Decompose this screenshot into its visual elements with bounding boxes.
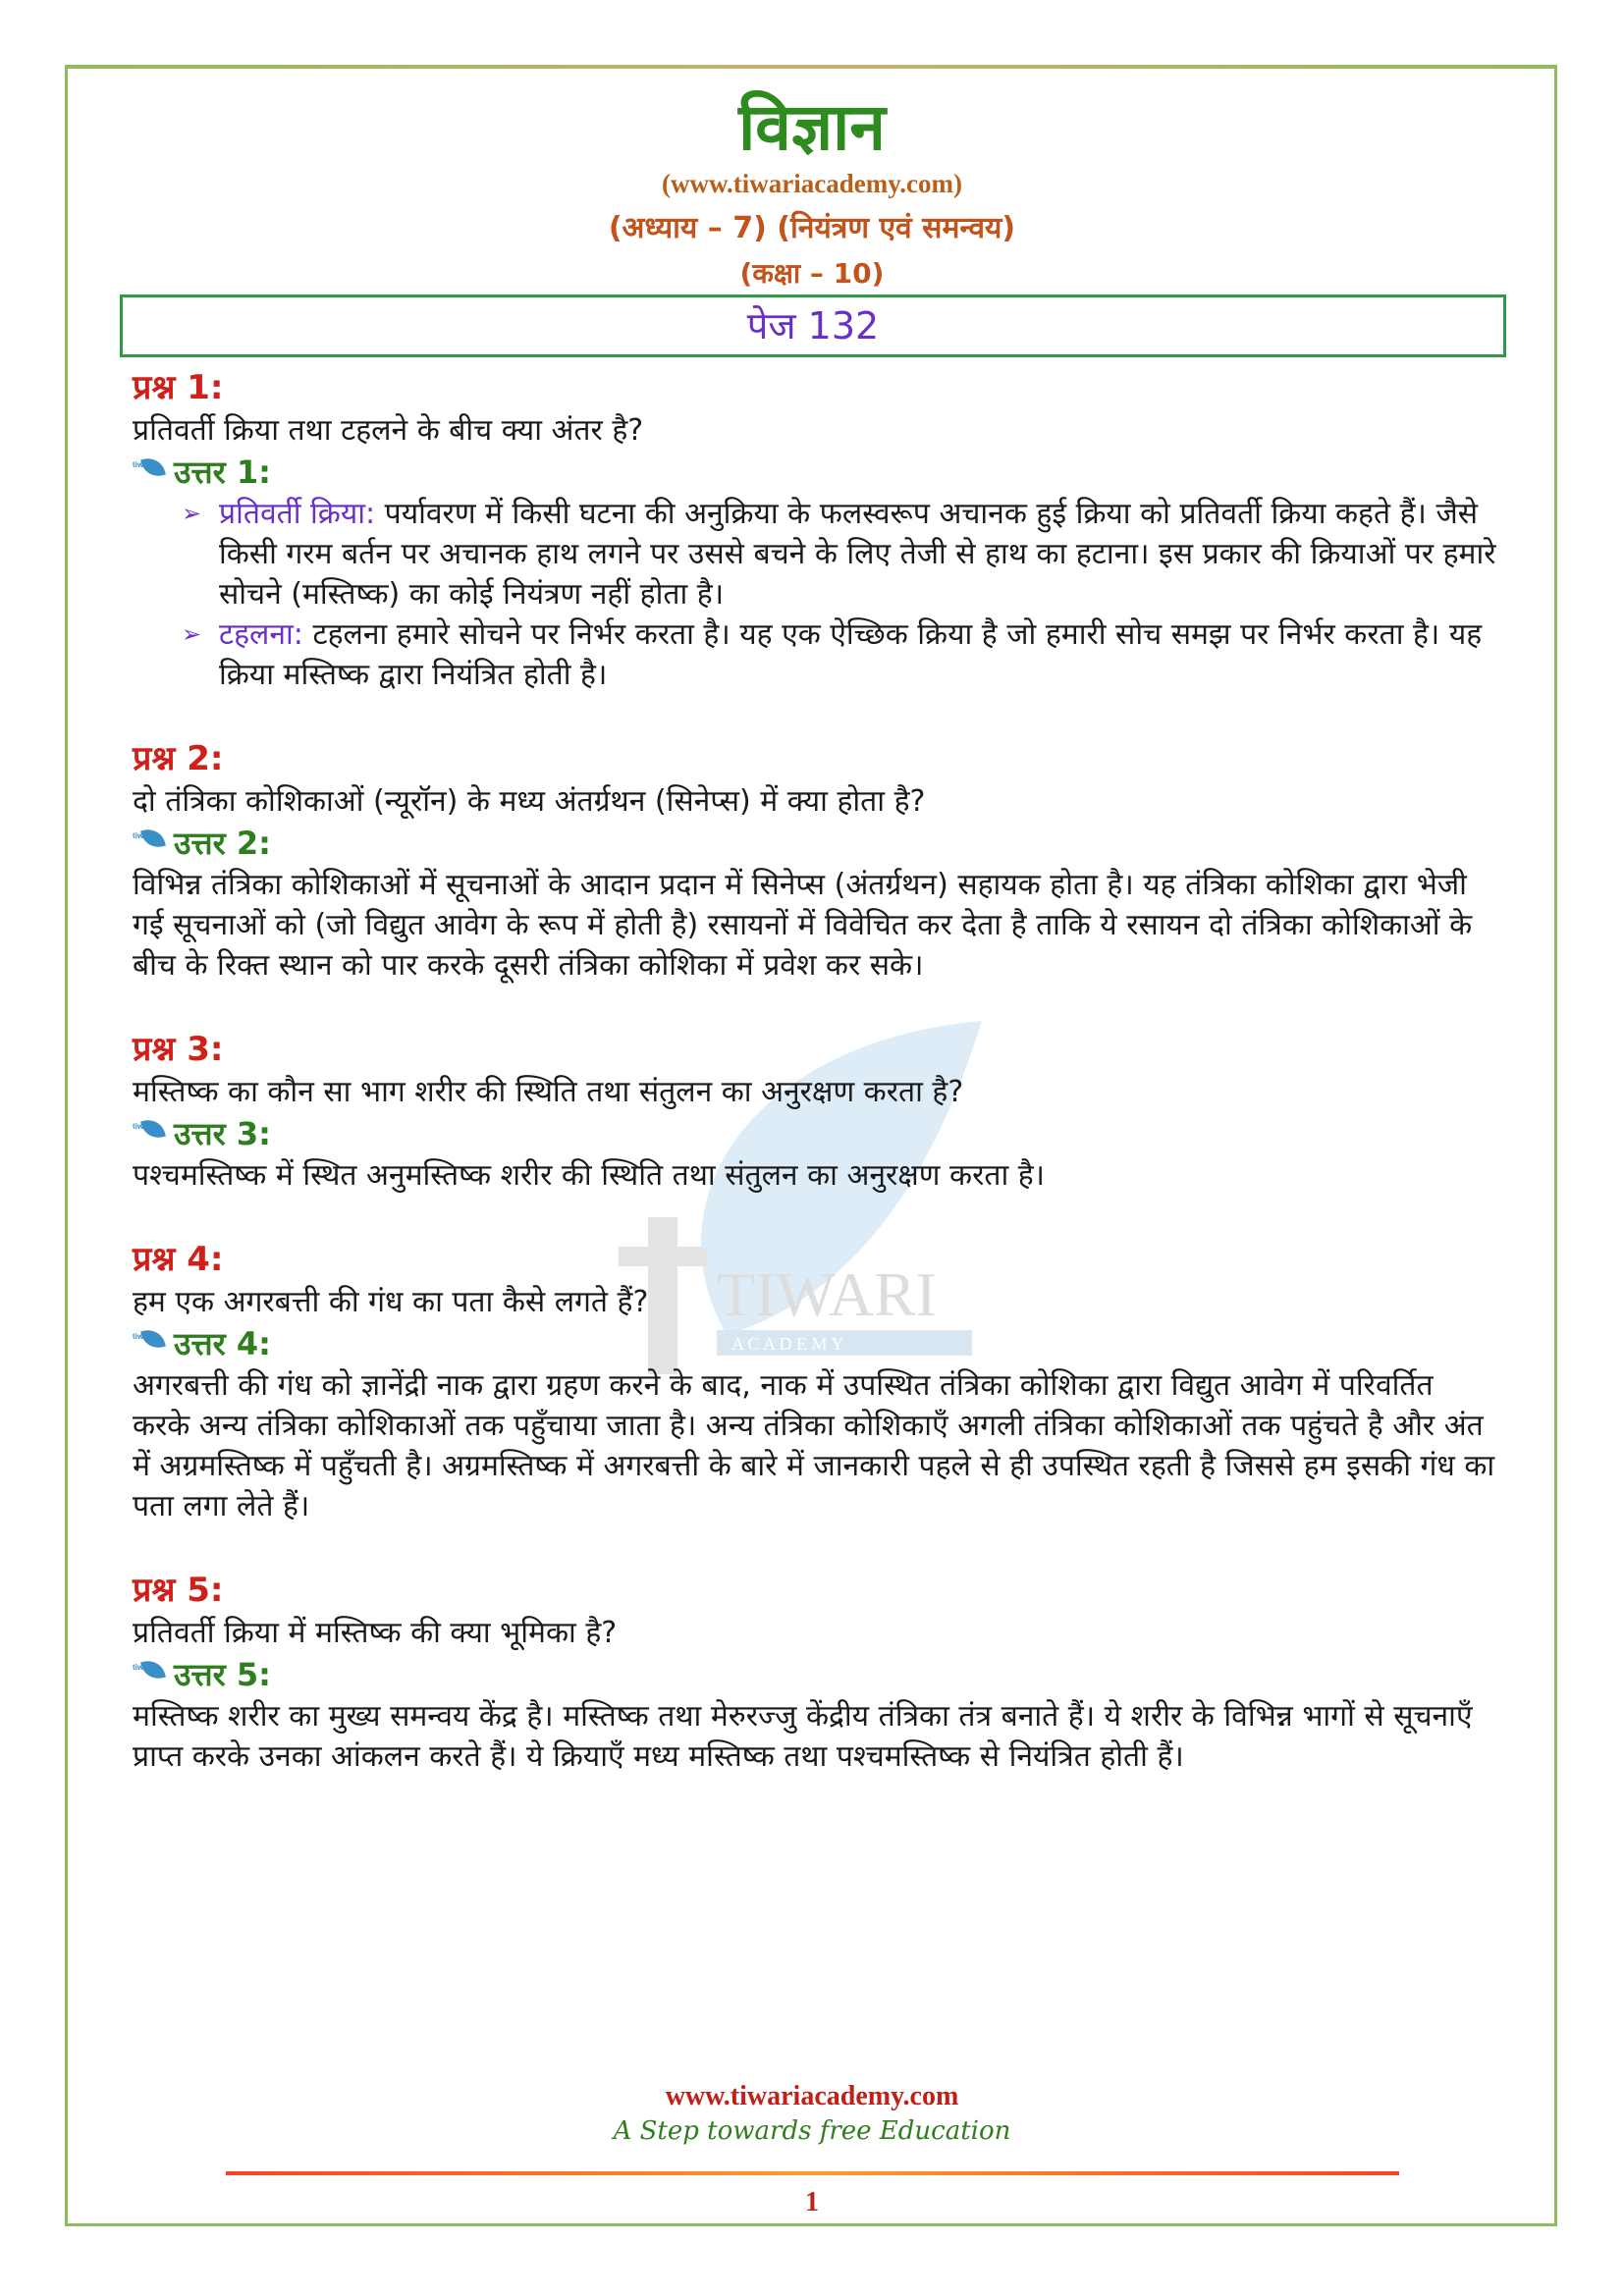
question-label: प्रश्न 5: bbox=[133, 1571, 224, 1610]
page-number-box: पेज 132 bbox=[120, 294, 1506, 357]
answer-bullets bbox=[133, 494, 1497, 695]
question-text: हम एक अगरबत्ती की गंध का पता कैसे लगते हैं? bbox=[133, 1285, 649, 1319]
page-number: 1 bbox=[805, 2187, 819, 2217]
arrow-bullet-icon: ➢ bbox=[182, 620, 202, 648]
qa-block-2 bbox=[133, 736, 1497, 986]
answer-label: उत्तर 4: bbox=[174, 1325, 271, 1362]
watermark-sub: A C A D E M Y bbox=[731, 1334, 844, 1354]
answer-text: विभिन्न तंत्रिका कोशिकाओं में सूचनाओं के आदान प्रदान में सिनेप्स (अंतर्ग्रथन) सहायक होता है। यह तंत्रिका कोशिका द्वारा भेजी गई सूचनाओं को (जो विद्युत आवेग के रूप में होती है) रसायनों में विवेचित कर देता है ताकि ये रसायन दो तंत्रिका कोशिकाओं के बीच के रिक्त स्थान को पार करके दूसरी तंत्रिका कोशिका में प्रवेश कर सके। bbox=[133, 868, 1473, 983]
watermark-brand: TIWARI bbox=[717, 1259, 937, 1329]
bullet-text: टहलना हमारे सोचने पर निर्भर करता है। यह एक ऐच्छिक क्रिया है जो हमारी सोच समझ पर निर्भर करता है। यह क्रिया मस्तिष्क द्वारा नियंत्रित होती है। bbox=[219, 617, 1483, 692]
answer-label-row bbox=[133, 1322, 1497, 1365]
footer-website-link[interactable]: www.tiwariacademy.com bbox=[665, 2081, 959, 2111]
pen-icon bbox=[133, 457, 166, 487]
chapter-title: (अध्याय – 7) (नियंत्रण एवं समन्वय) bbox=[608, 211, 1016, 245]
page-title: विज्ञान bbox=[738, 89, 886, 165]
qa-block-5 bbox=[133, 1568, 1497, 1777]
answer-label-row bbox=[133, 451, 1497, 494]
pen-icon bbox=[133, 828, 166, 858]
bullet-item bbox=[182, 494, 1497, 614]
header-website: (www.tiwariacademy.com) bbox=[662, 169, 962, 198]
answer-text: मस्तिष्क शरीर का मुख्य समन्वय केंद्र है। मस्तिष्क तथा मेरुरज्जु केंद्रीय तंत्रिका तंत्र बनाते हैं। ये शरीर के विभिन्न भागों से सूचनाएँ प्राप्त करके उनका आंकलन करते हैं। ये क्रियाएँ मध्य मस्तिष्क तथा पश्चमस्तिष्क से नियंत्रित होती हैं। bbox=[133, 1699, 1473, 1774]
answer-label: उत्तर 1: bbox=[174, 454, 271, 491]
pen-icon bbox=[133, 1329, 166, 1359]
answer-label: उत्तर 2: bbox=[174, 825, 271, 862]
question-text: प्रतिवर्ती क्रिया में मस्तिष्क की क्या भूमिका है? bbox=[133, 1616, 618, 1650]
question-label: प्रश्न 3: bbox=[133, 1030, 224, 1069]
bullet-term: प्रतिवर्ती क्रिया: bbox=[219, 497, 376, 531]
pen-icon bbox=[133, 1119, 166, 1148]
answer-label-row bbox=[133, 822, 1497, 865]
qa-block-1 bbox=[133, 365, 1497, 695]
arrow-bullet-icon: ➢ bbox=[182, 500, 202, 527]
answer-text: अगरबत्ती की गंध को ज्ञानेंद्री नाक द्वारा ग्रहण करने के बाद, नाक में उपस्थित तंत्रिका कोशिका द्वारा विद्युत आवेग में परिवर्तित करके अन्य तंत्रिका कोशिकाओं तक पहुँचाया जाता है। अन्य तंत्रिका कोशिकाएँ अगली तंत्रिका कोशिकाओं तक पहुंचते है और अंत में अग्रमस्तिष्क में पहुँचती है। अग्रमस्तिष्क में अगरबत्ती के बारे में जानकारी पहले से ही उपस्थित रहती है जिससे हम इसकी गंध का पता लगा लेते हैं। bbox=[133, 1368, 1495, 1523]
bullet-text: पर्यावरण में किसी घटना की अनुक्रिया के फलस्वरूप अचानक हुई क्रिया को प्रतिवर्ती क्रिया कहते हैं। जैसे किसी गरम बर्तन पर अचानक हाथ लगने पर उससे बचने के लिए तेजी से हाथ का हटाना। इस प्रकार की क्रियाओं पर हमारे सोचने (मस्तिष्क) का कोई नियंत्रण नहीं होता है। bbox=[219, 497, 1496, 612]
qa-content bbox=[133, 365, 1497, 1818]
question-label: प्रश्न 4: bbox=[133, 1240, 224, 1279]
qa-block-3 bbox=[133, 1027, 1497, 1196]
question-text: प्रतिवर्ती क्रिया तथा टहलने के बीच क्या अंतर है? bbox=[133, 413, 644, 448]
question-label: प्रश्न 2: bbox=[133, 739, 224, 778]
question-label: प्रश्न 1: bbox=[133, 368, 224, 407]
qa-block-4 bbox=[133, 1237, 1497, 1526]
pen-icon bbox=[133, 1660, 166, 1689]
answer-label-row bbox=[133, 1653, 1497, 1696]
class-label: (कक्षा – 10) bbox=[739, 257, 885, 290]
bullet-term: टहलना: bbox=[219, 617, 303, 652]
footer-tagline: A Step towards free Education bbox=[613, 2116, 1011, 2146]
question-text: मस्तिष्क का कौन सा भाग शरीर की स्थिति तथा संतुलन का अनुरक्षण करता है? bbox=[133, 1075, 964, 1109]
answer-label: उत्तर 3: bbox=[174, 1115, 271, 1152]
answer-text: पश्चमस्तिष्क में स्थित अनुमस्तिष्क शरीर की स्थिति तथा संतुलन का अनुरक्षण करता है। bbox=[133, 1158, 1046, 1193]
answer-label-row bbox=[133, 1112, 1497, 1155]
bullet-item bbox=[182, 614, 1497, 695]
footer-divider bbox=[226, 2171, 1399, 2175]
question-text: दो तंत्रिका कोशिकाओं (न्यूरॉन) के मध्य अंतर्ग्रथन (सिनेप्स) में क्या होता है? bbox=[133, 784, 926, 819]
answer-label: उत्तर 5: bbox=[174, 1656, 271, 1693]
